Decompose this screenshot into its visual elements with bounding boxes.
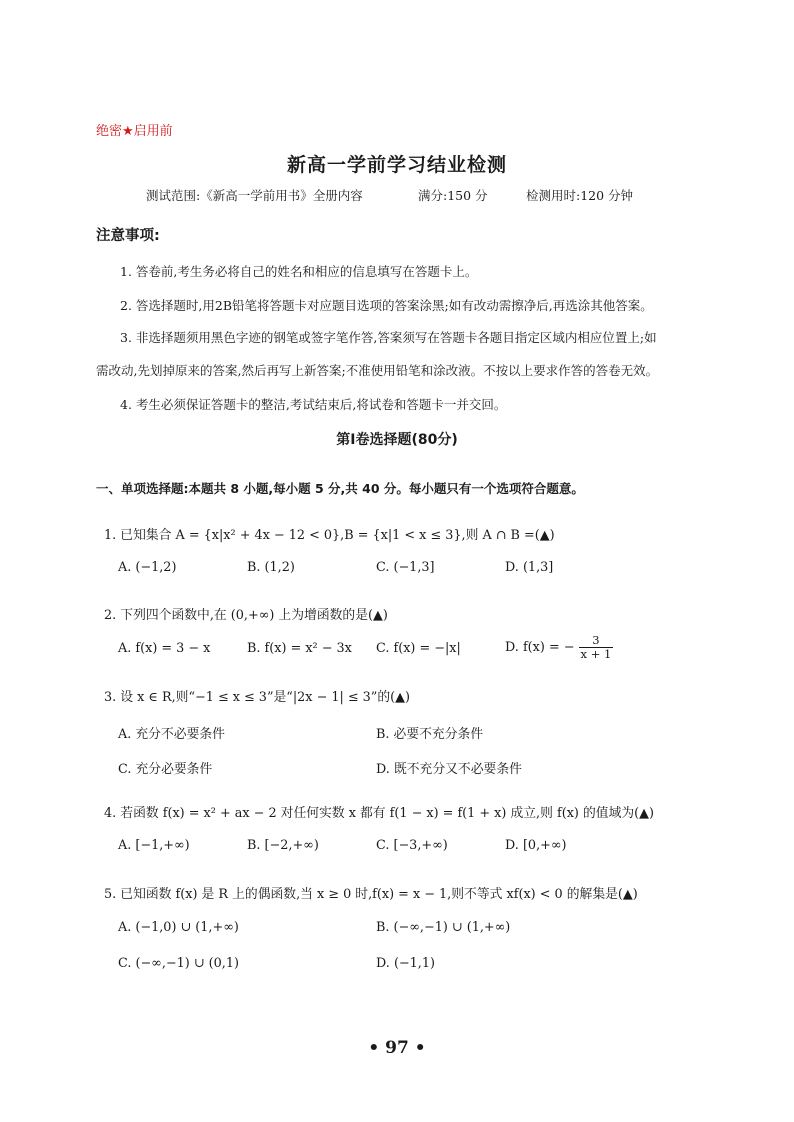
notice-item: 2. 答选择题时,用2B铅笔将答题卡对应题目选项的答案涂黑;如有改动需擦净后,再选涂其他答案。 xyxy=(120,298,653,313)
q2-option-a: A. f(x) = 3 − x xyxy=(118,641,211,656)
q5-option-b: B. (−∞,−1) ∪ (1,+∞) xyxy=(376,920,511,935)
q3-option-a: A. 充分不必要条件 xyxy=(118,727,225,742)
notice-item: 3. 非选择题须用黑色字迹的钢笔或签字笔作答,答案须写在答题卡各题目指定区域内相应位置上;如 xyxy=(120,330,657,345)
q2-option-d-prefix: D. f(x) = − xyxy=(505,640,575,655)
q1-option-c: C. (−1,3] xyxy=(376,560,435,575)
q5-option-c: C. (−∞,−1) ∪ (0,1) xyxy=(118,956,239,971)
q3-option-d: D. 既不充分又不必要条件 xyxy=(376,762,522,777)
notice-item: 4. 考生必须保证答题卡的整洁,考试结束后,将试卷和答题卡一并交回。 xyxy=(120,397,507,412)
page-number: • 97 • xyxy=(368,1038,426,1058)
notice-item-continued: 需改动,先划掉原来的答案,然后再写上新答案;不准使用铅笔和涂改液。不按以上要求作答的答卷无效。 xyxy=(96,363,659,378)
q1-option-a: A. (−1,2) xyxy=(118,560,177,575)
q2-option-c: C. f(x) = −|x| xyxy=(376,641,461,656)
q1-option-d: D. (1,3] xyxy=(505,560,554,575)
fraction-numerator: 3 xyxy=(579,634,614,648)
full-score: 满分:150 分 xyxy=(418,188,488,203)
notice-item: 1. 答卷前,考生务必将自己的姓名和相应的信息填写在答题卡上。 xyxy=(120,264,478,279)
q1-option-b: B. (1,2) xyxy=(247,560,295,575)
q2-option-d-fraction xyxy=(579,634,614,661)
q4-option-d: D. [0,+∞) xyxy=(505,838,567,853)
q2-option-b: B. f(x) = x² − 3x xyxy=(247,641,352,656)
notice-heading: 注意事项: xyxy=(96,228,160,244)
q4-option-c: C. [−3,+∞) xyxy=(376,838,448,853)
question-4-stem: 4. 若函数 f(x) = x² + ax − 2 对任何实数 x 都有 f(1 − x) = f(1 + x) 成立,则 f(x) 的值域为(▲) xyxy=(104,806,654,821)
question-5-stem: 5. 已知函数 f(x) 是 R 上的偶函数,当 x ≥ 0 时,f(x) = x − 1,则不等式 xf(x) < 0 的解集是(▲) xyxy=(104,887,638,902)
part-one-heading: 一、单项选择题:本题共 8 小题,每小题 5 分,共 40 分。每小题只有一个选项符合题意。 xyxy=(96,481,584,496)
section-title: 第Ⅰ卷选择题(80分) xyxy=(336,432,458,448)
q4-option-a: A. [−1,+∞) xyxy=(118,838,190,853)
q3-option-c: C. 充分必要条件 xyxy=(118,762,213,777)
question-3-stem: 3. 设 x ∈ R,则“−1 ≤ x ≤ 3”是“|2x − 1| ≤ 3”的(▲) xyxy=(104,690,410,705)
q4-option-b: B. [−2,+∞) xyxy=(247,838,319,853)
question-1-stem: 1. 已知集合 A = {x|x² + 4x − 12 < 0},B = {x|1 < x ≤ 3},则 A ∩ B =(▲) xyxy=(104,528,555,543)
fraction-denominator: x + 1 xyxy=(580,647,612,661)
q5-option-d: D. (−1,1) xyxy=(376,956,435,971)
exam-title: 新高一学前学习结业检测 xyxy=(286,154,507,176)
question-2-stem: 2. 下列四个函数中,在 (0,+∞) 上为增函数的是(▲) xyxy=(104,608,388,623)
test-scope: 测试范围:《新高一学前用书》全册内容 xyxy=(146,188,363,203)
q3-option-b: B. 必要不充分条件 xyxy=(376,727,484,742)
q2-option-d xyxy=(505,634,613,661)
time-limit: 检测用时:120 分钟 xyxy=(526,188,634,203)
q5-option-a: A. (−1,0) ∪ (1,+∞) xyxy=(118,920,239,935)
secret-label: 绝密★启用前 xyxy=(96,124,173,139)
